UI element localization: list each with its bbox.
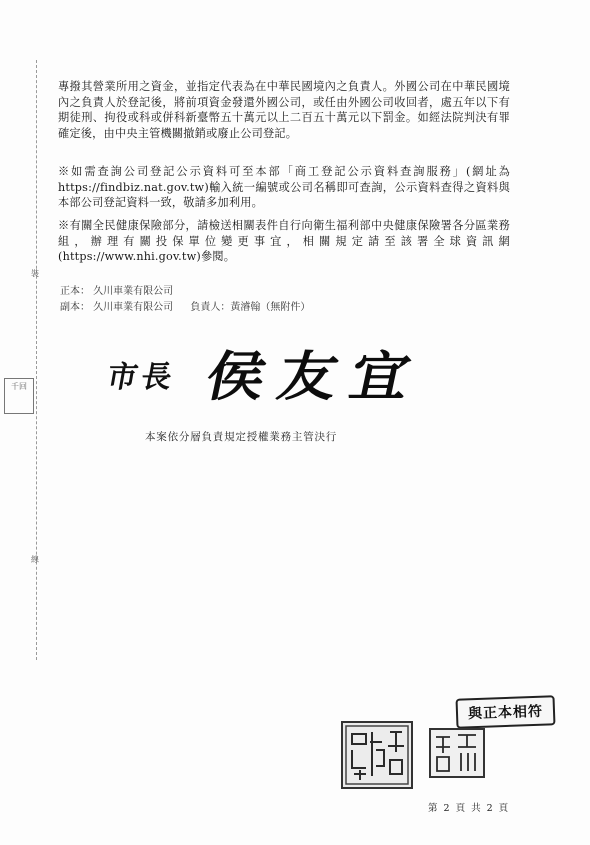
binding-mark-top: 裝 [31,269,39,278]
page-number: 第 2 頁 共 2 頁 [428,803,510,814]
cc-duplicate [60,298,310,313]
certified-copy-stamp: 與正本相符 [456,695,556,728]
mayor-title: 市長 [104,360,179,395]
side-seal-text: 千回 [11,382,27,391]
body-paragraph-3: ※有關全民健康保險部分，請檢送相關表件自行向衛生福利部中央健康保險署各分區業務組，辦理有關投保單位變更事宜，相關規定請至該署全球資訊網(https://www.nhi.gov.tw)參閱。 [58,219,510,264]
cc-responsible-person: 負責人：黃濬翰（無附件） [190,302,311,313]
cc-duplicate-text: 副本： 久川車業有限公司 [60,302,174,313]
mayor-signature-name: 侯友宜 [200,345,430,408]
official-seal-large [340,720,414,790]
cc-original [60,282,173,297]
side-seal-stamp [4,378,34,414]
authorization-note: 本案依分層負責規定授權業務主管決行 [145,431,338,443]
binding-mark-bottom: 線 [31,555,39,564]
official-seal-small [428,727,486,779]
body-paragraph-1: 專撥其營業所用之資金，並指定代表為在中華民國境內之負責人。外國公司在中華民國境內之負責人於登記後，將前項資金發還外國公司，或任由外國公司收回者，處五年以下有期徒刑、拘役或科或併科新臺幣五十萬元以上二百五十萬元以下罰金。如經法院判決有罪確定後，由中央主管機關撤銷或廢止公司登記。 [58,80,510,140]
body-paragraph-2: ※如需查詢公司登記公示資料可至本部「商工登記公示資料查詢服務」(網址為https://findbiz.nat.gov.tw)輸入統一編號或公司名稱即可查詢，公示資料查得之資料與本部公司登記資料一致，敬請多加利用。 [58,165,510,210]
cc-original-text: 正本： 久川車業有限公司 [60,286,174,297]
binding-line [36,60,37,660]
